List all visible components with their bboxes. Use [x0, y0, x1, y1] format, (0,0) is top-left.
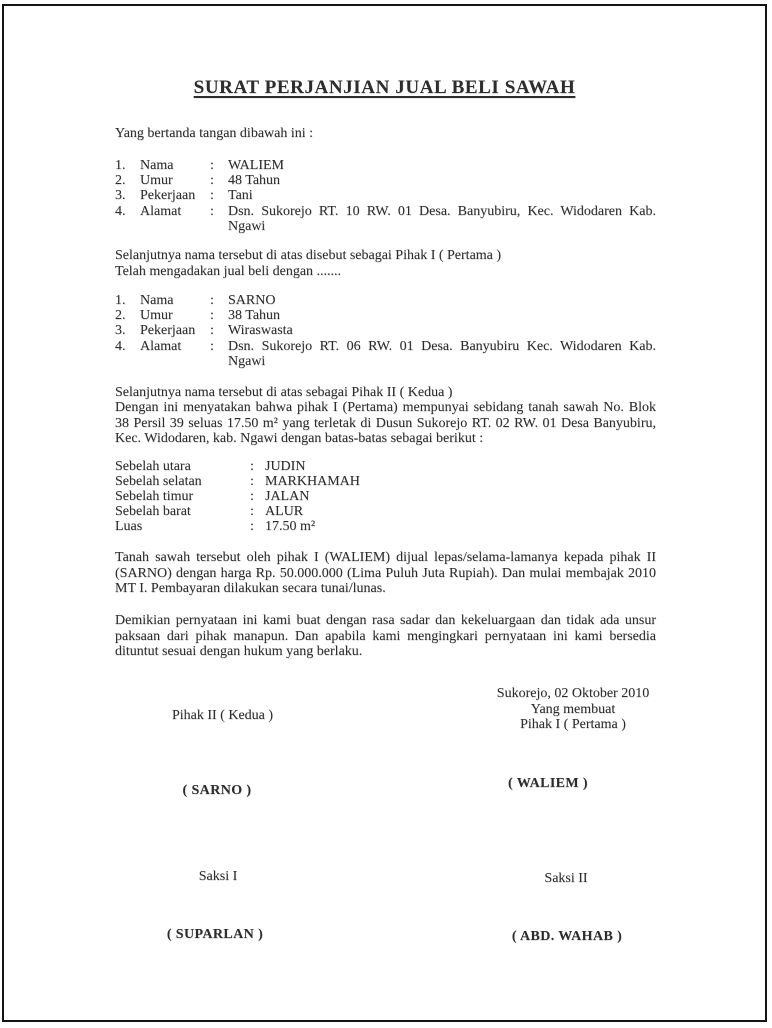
- party-row: [115, 323, 656, 338]
- row-value: Dsn. Sukorejo RT. 06 RW. 01 Desa. Banyubiru Kec. Widodaren Kab. Ngawi: [228, 338, 656, 369]
- row-number: 1.: [115, 158, 126, 173]
- row-number: 3.: [115, 323, 126, 339]
- row-colon: :: [250, 504, 254, 520]
- intro-line: Yang bertanda tangan dibawah ini :: [115, 126, 314, 141]
- witness1-name: ( SUPARLAN ): [166, 927, 264, 942]
- party1-list: [115, 158, 656, 234]
- row-label: Umur: [140, 308, 173, 324]
- boundary-value: 17.50 m²: [265, 519, 316, 535]
- row-colon: :: [210, 173, 214, 189]
- witness2-label: Saksi II: [544, 871, 588, 886]
- row-label: Pekerjaan: [140, 323, 196, 339]
- party1-designation-block: [115, 248, 656, 279]
- signature-block-party1: [448, 686, 698, 733]
- row-colon: :: [210, 293, 214, 308]
- row-number: 2.: [115, 308, 126, 324]
- row-label: Nama: [140, 293, 174, 308]
- row-value: 38 Tahun: [228, 308, 281, 324]
- party-row: [115, 308, 656, 323]
- boundary-label: Sebelah timur: [115, 489, 194, 505]
- row-value: Wiraswasta: [228, 323, 293, 339]
- party-row: [115, 173, 656, 188]
- row-value: Dsn. Sukorejo RT. 10 RW. 01 Desa. Banyubiru, Kec. Widodaren Kab. Ngawi: [228, 203, 656, 234]
- row-number: 2.: [115, 173, 126, 189]
- boundary-value: MARKHAMAH: [265, 474, 360, 490]
- party2-name: ( SARNO ): [182, 783, 252, 798]
- row-value: 48 Tahun: [228, 173, 281, 189]
- row-colon: :: [210, 338, 214, 354]
- party2-sign-label: Pihak II ( Kedua ): [171, 708, 274, 723]
- boundary-row: [115, 519, 656, 534]
- party-row: [115, 204, 656, 234]
- boundary-value: JALAN: [265, 489, 310, 505]
- row-label: Nama: [140, 158, 174, 173]
- row-colon: :: [250, 519, 254, 535]
- boundary-value: ALUR: [265, 504, 304, 520]
- row-number: 4.: [115, 338, 126, 354]
- row-label: Umur: [140, 173, 173, 189]
- row-colon: :: [250, 474, 254, 490]
- boundary-value: JUDIN: [265, 459, 306, 474]
- closing-paragraph: Demikian pernyataan ini kami buat dengan rasa sadar dan kekeluargaan dan tidak ada unsur paksaan dari pihak manapun. Dan apabila kami mengingkari pernyataan ini kami bersedia dituntut sesuai dengan hukum yang berlaku.: [115, 613, 656, 660]
- document-title: SURAT PERJANJIAN JUAL BELI SAWAH: [193, 77, 576, 98]
- party1-designation: Selanjutnya nama tersebut di atas disebut sebagai Pihak I ( Pertama ): [115, 248, 502, 263]
- row-value: SARNO: [228, 293, 276, 308]
- land-description: Dengan ini menyatakan bahwa pihak I (Pertama) mempunyai sebidang tanah sawah No. Blok 38 Persil 39 seluas 17.50 m² yang terletak di Dusun Sukorejo RT. 02 RW. 01 Desa Banyubiru, Kec. Widodaren, kab. Ngawi dengan batas-batas sebagai berikut :: [115, 400, 656, 447]
- row-number: 3.: [115, 188, 126, 204]
- boundary-row: [115, 459, 656, 474]
- boundary-list: [115, 459, 656, 534]
- party-row: [115, 339, 656, 369]
- row-colon: :: [210, 308, 214, 324]
- row-number: 4.: [115, 203, 126, 219]
- row-colon: :: [210, 158, 214, 173]
- boundary-label: Luas: [115, 519, 143, 535]
- row-label: Alamat: [140, 203, 182, 219]
- party-row: [115, 293, 656, 308]
- boundary-row: [115, 474, 656, 489]
- row-colon: :: [250, 489, 254, 505]
- maker-label: Yang membuat: [530, 701, 616, 717]
- boundary-row: [115, 504, 656, 519]
- witness1-label: Saksi I: [198, 869, 238, 884]
- sale-paragraph: Tanah sawah tersebut oleh pihak I (WALIEM) dijual lepas/selama-lamanya kepada pihak II (SARNO) dengan harga Rp. 50.000.000 (Lima Puluh Juta Rupiah). Dan mulai membajak 2010 MT I. Pembayaran dilakukan secara tunai/lunas.: [115, 550, 656, 597]
- party-row: [115, 158, 656, 173]
- boundary-row: [115, 489, 656, 504]
- sign-place-date: Sukorejo, 02 Oktober 2010: [496, 686, 650, 701]
- row-label: Pekerjaan: [140, 188, 196, 204]
- party2-list: [115, 293, 656, 369]
- transaction-line: Telah mengadakan jual beli dengan .......: [115, 263, 342, 279]
- party1-sign-label: Pihak I ( Pertama ): [520, 717, 626, 732]
- boundary-label: Sebelah selatan: [115, 474, 202, 490]
- row-number: 1.: [115, 293, 126, 308]
- row-label: Alamat: [140, 338, 182, 354]
- row-colon: :: [250, 459, 254, 474]
- row-value: Tani: [228, 188, 253, 204]
- row-value: WALIEM: [228, 158, 284, 173]
- row-colon: :: [210, 323, 214, 339]
- party2-designation: Selanjutnya nama tersebut di atas sebagai Pihak II ( Kedua ): [115, 385, 453, 400]
- row-colon: :: [210, 188, 214, 204]
- row-colon: :: [210, 203, 214, 219]
- boundary-label: Sebelah barat: [115, 504, 191, 520]
- boundary-label: Sebelah utara: [115, 459, 191, 474]
- witness2-name: ( ABD. WAHAB ): [511, 929, 623, 944]
- party-row: [115, 188, 656, 203]
- party1-name: ( WALIEM ): [508, 776, 588, 791]
